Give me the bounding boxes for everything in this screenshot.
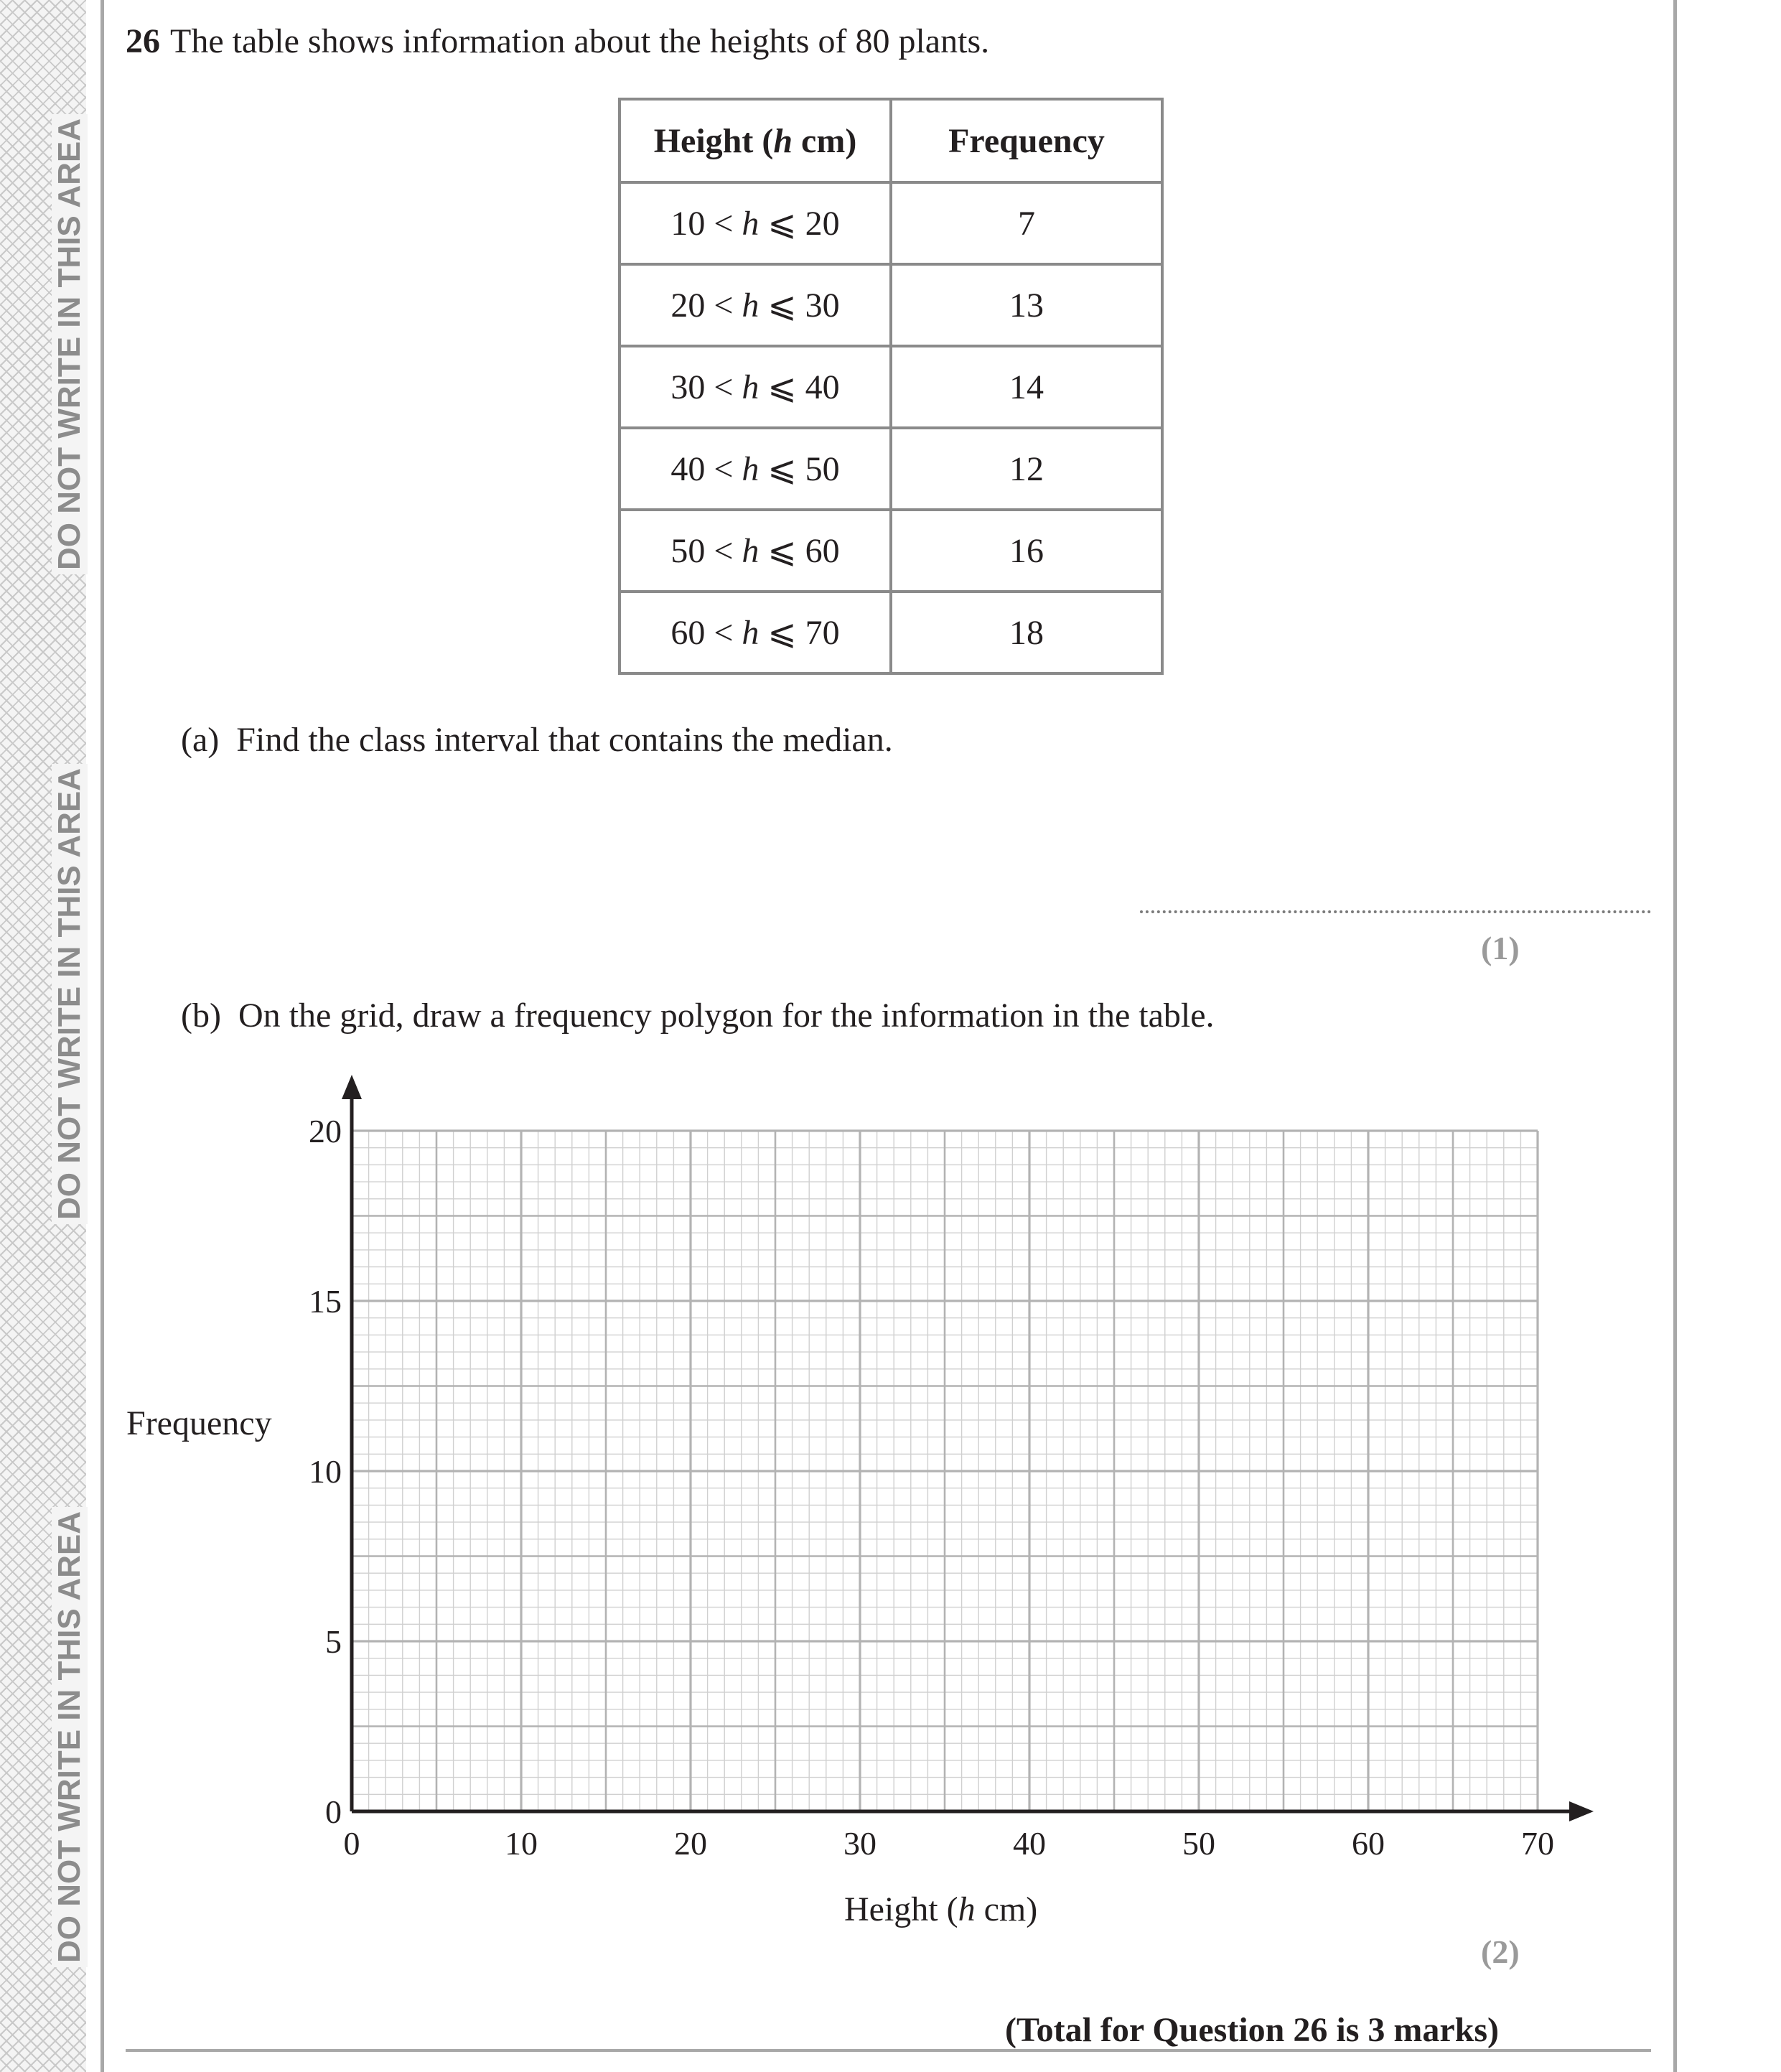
x-tick-label: 50 — [1182, 1825, 1215, 1862]
question-total: (Total for Question 26 is 3 marks) — [1005, 2011, 1500, 2049]
x-tick-label: 40 — [1013, 1825, 1046, 1862]
part-b-marks: (2) — [1481, 1933, 1520, 1970]
part-a-text: Find the class interval that contains the median. — [236, 721, 893, 759]
height-range-cell: 30 < h ⩽ 40 — [620, 346, 891, 428]
x-tick-label: 10 — [505, 1825, 538, 1862]
frequency-cell: 12 — [891, 428, 1162, 510]
part-a-label: (a) — [181, 721, 220, 759]
x-axis-label: Height (h cm) — [844, 1890, 1038, 1928]
frequency-cell: 16 — [891, 510, 1162, 592]
x-tick-label: 70 — [1521, 1825, 1554, 1862]
part-a-marks: (1) — [1481, 930, 1520, 966]
question-text: The table shows information about the heights of 80 plants. — [170, 22, 990, 60]
y-tick-label: 15 — [309, 1283, 342, 1320]
y-tick-label: 5 — [325, 1623, 342, 1660]
x-tick-label: 30 — [843, 1825, 877, 1862]
bottom-rule — [126, 2049, 1651, 2052]
y-tick-label: 10 — [309, 1453, 342, 1490]
x-tick-label: 60 — [1352, 1825, 1385, 1862]
frequency-cell: 18 — [891, 592, 1162, 673]
margin-warning: DO NOT WRITE IN THIS AREA — [52, 764, 88, 1224]
height-range-cell: 40 < h ⩽ 50 — [620, 428, 891, 510]
height-range-cell: 20 < h ⩽ 30 — [620, 264, 891, 346]
margin-warning: DO NOT WRITE IN THIS AREA — [52, 1507, 88, 1967]
frequency-cell: 7 — [891, 182, 1162, 264]
height-range-cell: 60 < h ⩽ 70 — [620, 592, 891, 673]
part-b-label: (b) — [181, 997, 221, 1035]
y-axis-arrow-icon — [342, 1075, 362, 1099]
part-b-text: On the grid, draw a frequency polygon for the information in the table. — [238, 997, 1215, 1035]
frequency-cell: 14 — [891, 346, 1162, 428]
y-axis-label: Frequency — [126, 1404, 272, 1442]
table-header-frequency: Frequency — [891, 99, 1162, 182]
x-tick-label: 0 — [343, 1825, 360, 1862]
question-number: 26 — [126, 22, 160, 60]
y-tick-label: 0 — [325, 1793, 342, 1830]
header-height-label: Height (h cm) — [653, 121, 857, 160]
height-range-cell: 50 < h ⩽ 60 — [620, 510, 891, 592]
margin-warning: DO NOT WRITE IN THIS AREA — [52, 114, 88, 574]
x-tick-label: 20 — [674, 1825, 707, 1862]
height-range-cell: 10 < h ⩽ 20 — [620, 182, 891, 264]
x-axis-arrow-icon — [1569, 1801, 1594, 1821]
frequency-cell: 13 — [891, 264, 1162, 346]
y-tick-label: 20 — [309, 1113, 342, 1149]
